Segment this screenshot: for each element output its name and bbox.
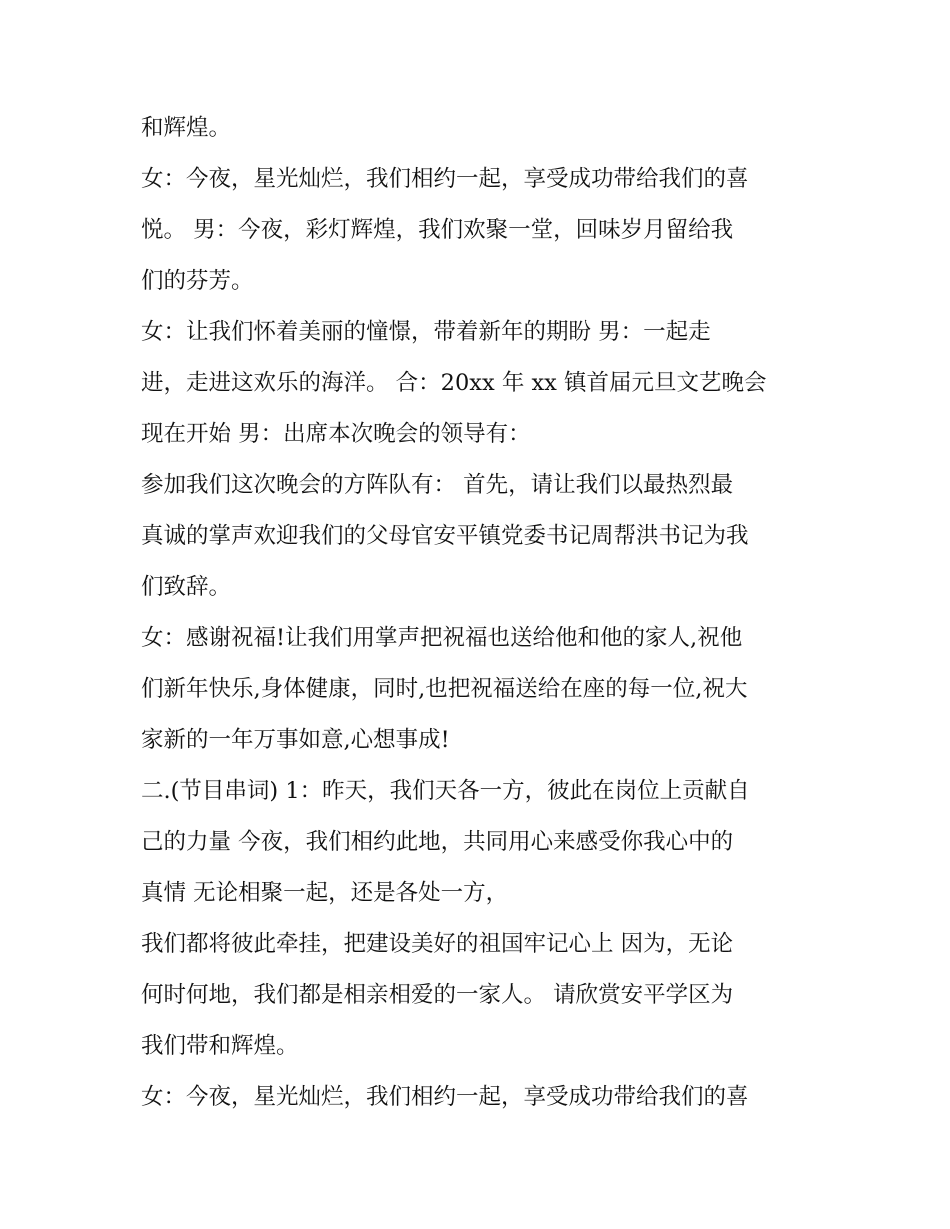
text-line: 们致辞。 [141, 574, 232, 600]
text-line: 我们带和辉煌。 [141, 1033, 299, 1059]
text-line: 和辉煌。 [141, 115, 232, 141]
text-line: 悦。 男：今夜，彩灯辉煌，我们欢聚一堂，回味岁月留给我 [141, 217, 734, 243]
text-line: 己的力量 今夜，我们相约此地，共同用心来感受你我心中的 [141, 829, 734, 855]
text-line: 女：让我们怀着美丽的憧憬，带着新年的期盼 男：一起走 [141, 319, 711, 345]
text-line: 女：今夜，星光灿烂，我们相约一起，享受成功带给我们的喜 [141, 166, 749, 192]
text-line: 真情 无论相聚一起，还是各处一方， [141, 880, 509, 906]
text-line: 进，走进这欢乐的海洋。 合：20xx 年 xx 镇首届元旦文艺晚会 [141, 370, 767, 396]
text-line: 何时何地，我们都是相亲相爱的一家人。 请欣赏安平学区为 [141, 982, 734, 1008]
text-line: 家新的一年万事如意,心想事成! [141, 727, 450, 753]
text-line: 参加我们这次晚会的方阵队有： 首先，请让我们以最热烈最 [141, 472, 734, 498]
text-line: 们新年快乐,身体健康，同时,也把祝福送给在座的每一位,祝大 [141, 676, 748, 702]
text-line: 真诚的掌声欢迎我们的父母官安平镇党委书记周帮洪书记为我 [141, 523, 749, 549]
text-line: 女：今夜，星光灿烂，我们相约一起，享受成功带给我们的喜 [141, 1084, 749, 1110]
text-line: 二.(节目串词) 1：昨天，我们天各一方，彼此在岗位上贡献自 [141, 778, 750, 804]
text-line: 们的芬芳。 [141, 268, 254, 294]
document-body [141, 106, 821, 1126]
text-line: 我们都将彼此牵挂，把建设美好的祖国牢记心上 因为，无论 [141, 931, 734, 957]
text-line: 女：感谢祝福!让我们用掌声把祝福也送给他和他的家人,祝他 [141, 625, 743, 651]
text-line: 现在开始 男：出席本次晚会的领导有： [141, 421, 531, 447]
